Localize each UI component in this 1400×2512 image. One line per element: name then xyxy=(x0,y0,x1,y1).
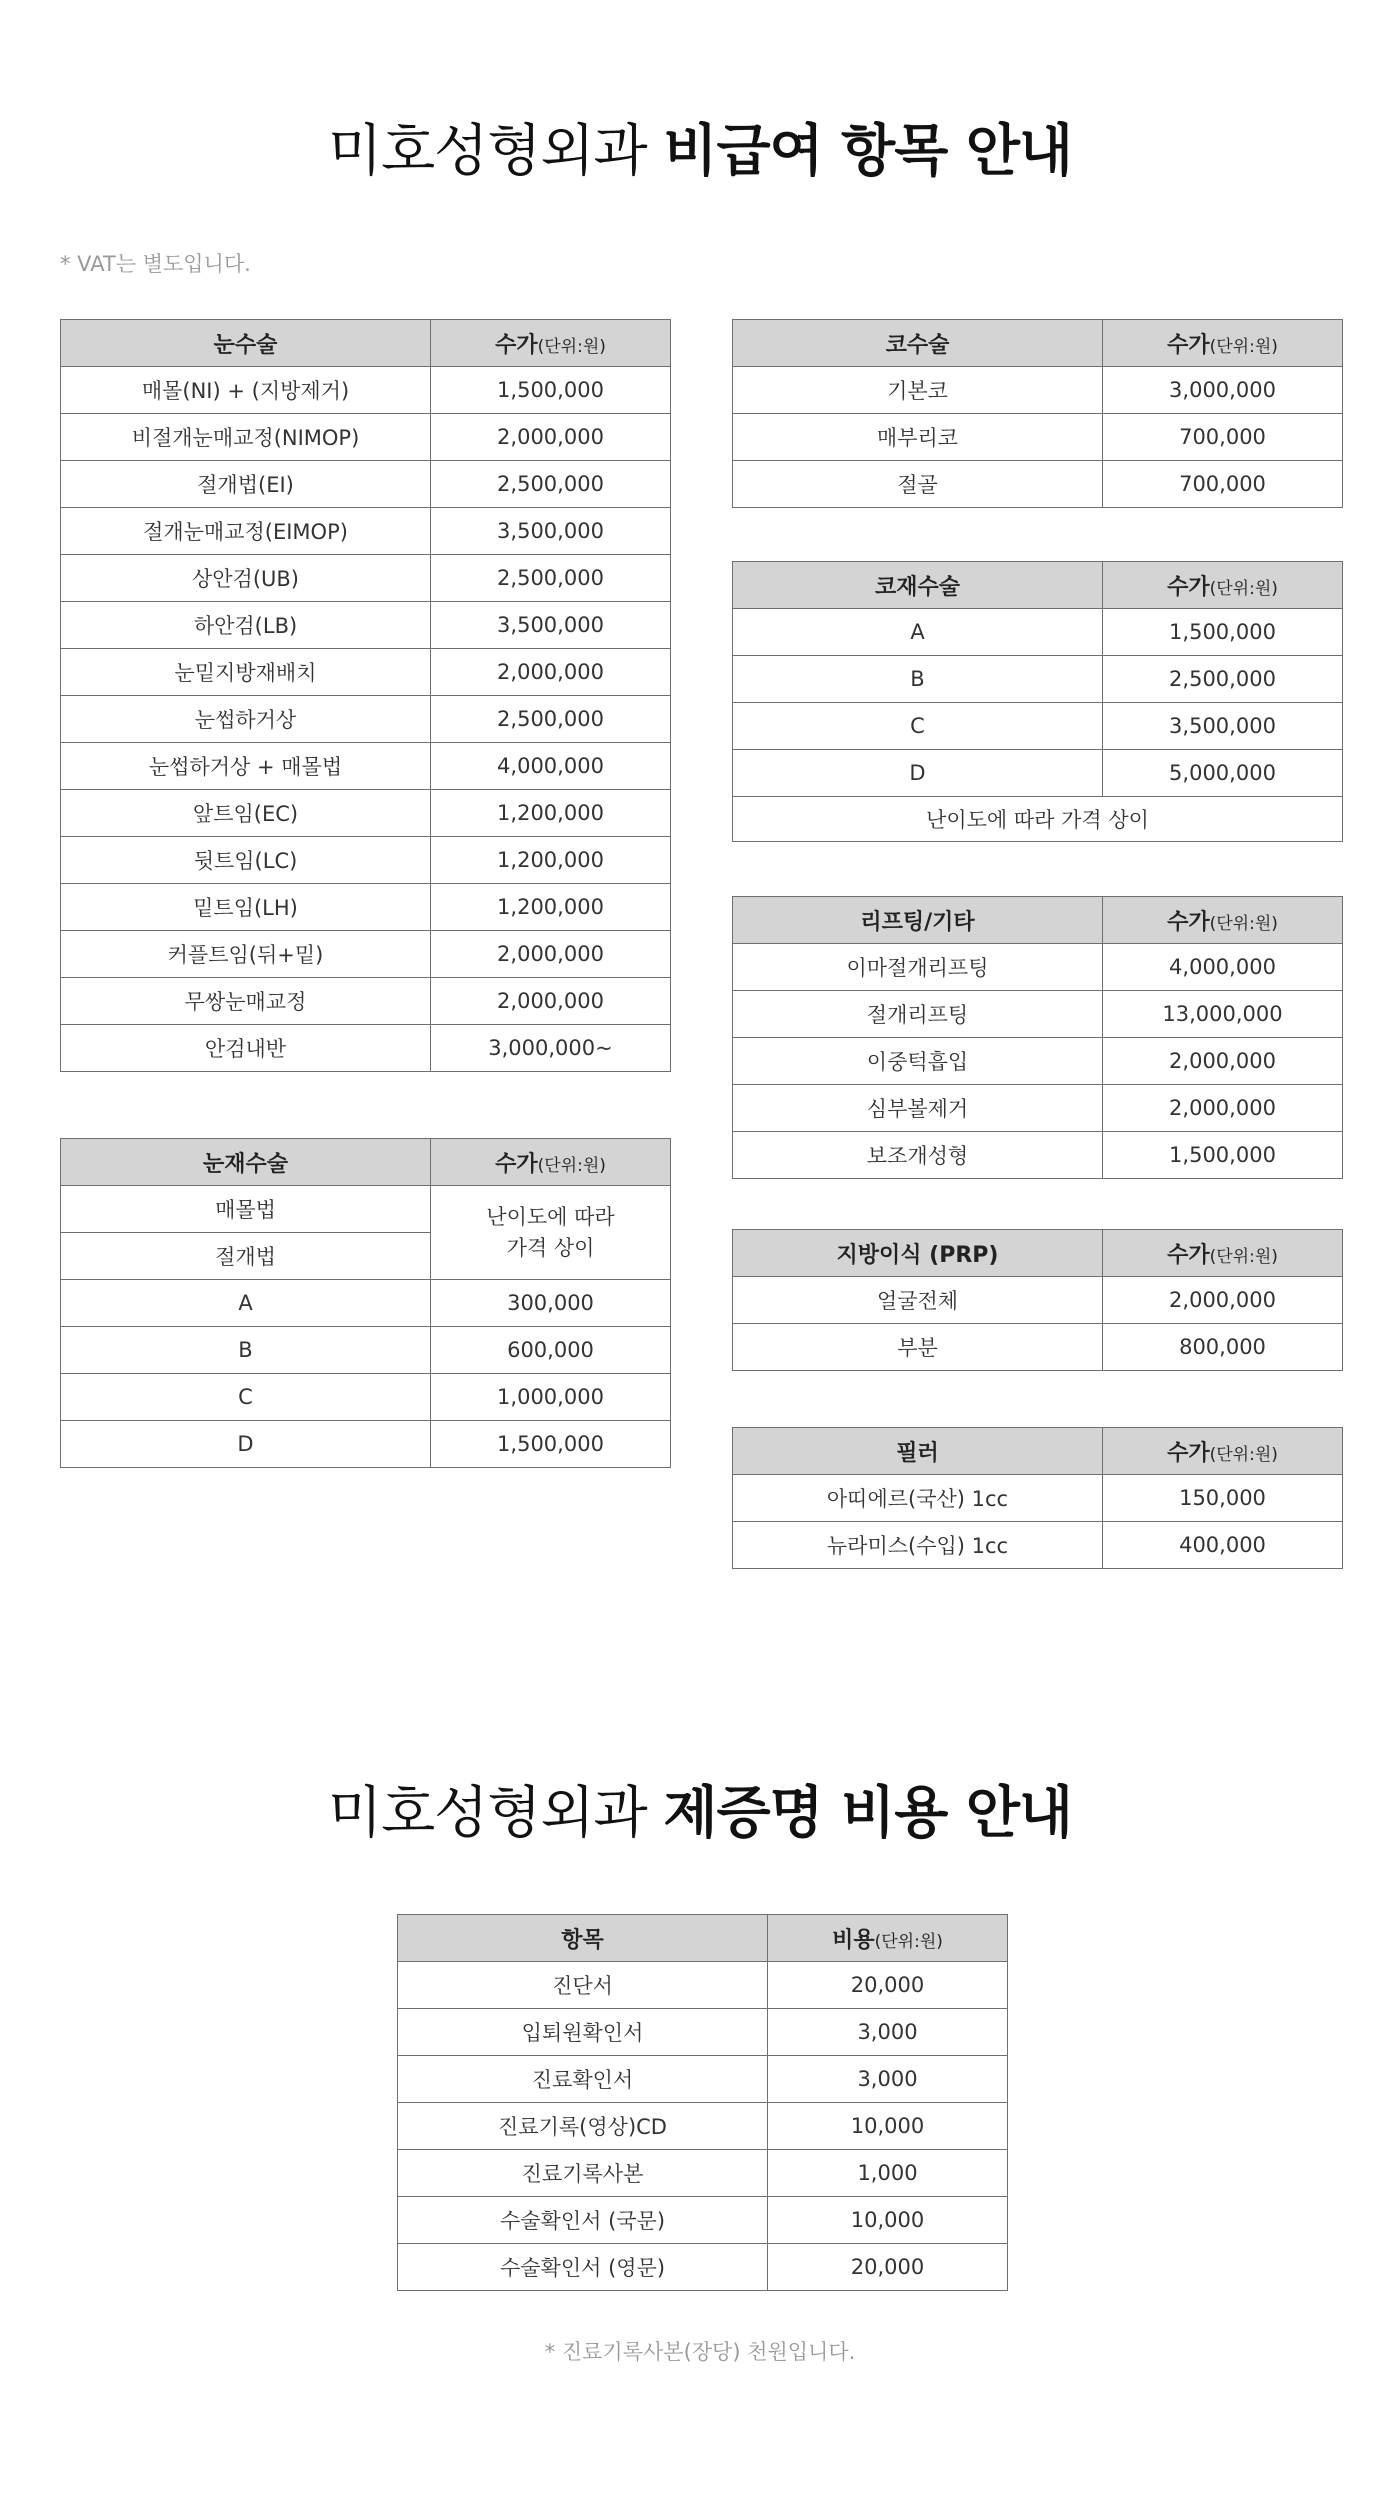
header-item: 지방이식 (PRP) xyxy=(733,1230,1103,1277)
item-cell: 무쌍눈매교정 xyxy=(61,978,431,1025)
table-row xyxy=(61,743,671,790)
price-cell: 2,000,000 xyxy=(1103,1085,1343,1132)
header-item: 눈수술 xyxy=(61,320,431,367)
price-cell: 2,000,000 xyxy=(431,414,671,461)
nose-revision-table xyxy=(732,561,1343,842)
fat-graft-table xyxy=(732,1229,1343,1371)
price-cell: 1,500,000 xyxy=(431,1421,671,1468)
item-cell: C xyxy=(61,1374,431,1421)
price-cell: 3,000,000~ xyxy=(431,1025,671,1072)
price-cell: 2,500,000 xyxy=(431,461,671,508)
item-cell: 수술확인서 (국문) xyxy=(398,2197,768,2244)
item-cell: 진료확인서 xyxy=(398,2056,768,2103)
item-cell: 매몰(NI) + (지방제거) xyxy=(61,367,431,414)
price-cell: 1,500,000 xyxy=(1103,609,1343,656)
page-title-certificates xyxy=(0,1780,1400,1847)
table-header-row xyxy=(733,562,1343,609)
price-cell: 3,000 xyxy=(768,2056,1008,2103)
unit-label: (단위:원) xyxy=(1209,1444,1278,1465)
table-row xyxy=(61,602,671,649)
price-cell: 2,000,000 xyxy=(1103,1038,1343,1085)
table-header-row xyxy=(733,1230,1343,1277)
item-cell: 뉴라미스(수입) 1cc xyxy=(733,1522,1103,1569)
item-cell: 눈썹하거상 xyxy=(61,696,431,743)
table-row xyxy=(733,1324,1343,1371)
price-cell: 2,500,000 xyxy=(1103,656,1343,703)
table-row xyxy=(61,978,671,1025)
item-cell: 절개법(EI) xyxy=(61,461,431,508)
table-header-row xyxy=(733,1428,1343,1475)
unit-label: (단위:원) xyxy=(537,1155,606,1176)
header-item: 코수술 xyxy=(733,320,1103,367)
table-row xyxy=(733,750,1343,797)
table-row xyxy=(61,1374,671,1421)
header-price: 수가(단위:원) xyxy=(1103,562,1343,609)
table-row xyxy=(733,1132,1343,1179)
header-price: 수가(단위:원) xyxy=(431,1139,671,1186)
item-cell: 심부볼제거 xyxy=(733,1085,1103,1132)
table-row xyxy=(61,508,671,555)
price-cell: 3,000,000 xyxy=(1103,367,1343,414)
price-cell: 300,000 xyxy=(431,1280,671,1327)
item-cell: 안검내반 xyxy=(61,1025,431,1072)
header-price: 수가(단위:원) xyxy=(431,320,671,367)
item-cell: 커플트임(뒤+밑) xyxy=(61,931,431,978)
header-item: 코재수술 xyxy=(733,562,1103,609)
title-emphasis: 제증명 비용 안내 xyxy=(663,1781,1073,1846)
page-title-non-covered xyxy=(0,118,1400,185)
table-row xyxy=(733,1475,1343,1522)
table-row xyxy=(61,790,671,837)
table-row xyxy=(398,1962,1008,2009)
merged-price-cell xyxy=(431,1186,671,1280)
price-cell: 600,000 xyxy=(431,1327,671,1374)
nose-surgery-table xyxy=(732,319,1343,508)
price-cell: 4,000,000 xyxy=(431,743,671,790)
table-row xyxy=(733,703,1343,750)
unit-label: (단위:원) xyxy=(1209,336,1278,357)
header-item: 리프팅/기타 xyxy=(733,897,1103,944)
header-price: 수가(단위:원) xyxy=(1103,320,1343,367)
item-cell: 상안검(UB) xyxy=(61,555,431,602)
table-row xyxy=(733,367,1343,414)
price-cell: 2,000,000 xyxy=(1103,1277,1343,1324)
eye-surgery-table xyxy=(60,319,671,1072)
table-row xyxy=(398,2244,1008,2291)
header-item: 눈재수술 xyxy=(61,1139,431,1186)
price-cell: 10,000 xyxy=(768,2197,1008,2244)
item-cell: 눈썹하거상 + 매몰법 xyxy=(61,743,431,790)
table-row xyxy=(61,461,671,508)
table-row xyxy=(61,1327,671,1374)
table-row xyxy=(733,609,1343,656)
price-cell: 10,000 xyxy=(768,2103,1008,2150)
table-row xyxy=(398,2056,1008,2103)
table-row xyxy=(61,367,671,414)
item-cell: 눈밑지방재배치 xyxy=(61,649,431,696)
table-row xyxy=(733,1085,1343,1132)
price-cell: 2,000,000 xyxy=(431,931,671,978)
item-cell: 얼굴전체 xyxy=(733,1277,1103,1324)
price-cell: 20,000 xyxy=(768,1962,1008,2009)
item-cell: 매부리코 xyxy=(733,414,1103,461)
item-cell: B xyxy=(61,1327,431,1374)
price-cell: 5,000,000 xyxy=(1103,750,1343,797)
item-cell: 절개눈매교정(EIMOP) xyxy=(61,508,431,555)
filler-table xyxy=(732,1427,1343,1569)
item-cell: 입퇴원확인서 xyxy=(398,2009,768,2056)
eye-revision-table xyxy=(60,1138,671,1468)
table-row xyxy=(61,649,671,696)
item-cell: 아띠에르(국산) 1cc xyxy=(733,1475,1103,1522)
price-cell: 1,200,000 xyxy=(431,837,671,884)
item-cell: 진료기록사본 xyxy=(398,2150,768,2197)
item-cell: C xyxy=(733,703,1103,750)
price-cell: 1,200,000 xyxy=(431,790,671,837)
unit-label: (단위:원) xyxy=(874,1931,943,1952)
title-clinic-name: 미호성형외과 xyxy=(327,119,647,184)
item-cell: 뒷트임(LC) xyxy=(61,837,431,884)
price-cell: 800,000 xyxy=(1103,1324,1343,1371)
unit-label: (단위:원) xyxy=(537,336,606,357)
item-cell: 비절개눈매교정(NIMOP) xyxy=(61,414,431,461)
header-price: 수가(단위:원) xyxy=(1103,897,1343,944)
item-cell: A xyxy=(61,1280,431,1327)
price-cell: 400,000 xyxy=(1103,1522,1343,1569)
table-row xyxy=(61,555,671,602)
table-row xyxy=(733,991,1343,1038)
table-row xyxy=(398,2009,1008,2056)
price-cell: 1,500,000 xyxy=(431,367,671,414)
table-row xyxy=(733,1522,1343,1569)
price-cell: 13,000,000 xyxy=(1103,991,1343,1038)
price-cell: 3,500,000 xyxy=(431,602,671,649)
header-item: 필러 xyxy=(733,1428,1103,1475)
table-row xyxy=(61,414,671,461)
vat-note: * VAT는 별도입니다. xyxy=(60,252,251,276)
item-cell: 기본코 xyxy=(733,367,1103,414)
price-cell: 1,000,000 xyxy=(431,1374,671,1421)
table-row xyxy=(733,656,1343,703)
table-row xyxy=(733,944,1343,991)
item-cell: 밑트임(LH) xyxy=(61,884,431,931)
table-row xyxy=(61,1421,671,1468)
item-cell: A xyxy=(733,609,1103,656)
unit-label: (단위:원) xyxy=(1209,578,1278,599)
price-cell: 3,000 xyxy=(768,2009,1008,2056)
item-cell: 매몰법 xyxy=(61,1186,431,1233)
price-cell: 2,000,000 xyxy=(431,978,671,1025)
item-cell: 절개법 xyxy=(61,1233,431,1280)
price-cell: 20,000 xyxy=(768,2244,1008,2291)
table-row xyxy=(61,1186,671,1233)
item-cell: D xyxy=(733,750,1103,797)
table-row xyxy=(398,2197,1008,2244)
item-cell: D xyxy=(61,1421,431,1468)
certificate-fee-table xyxy=(397,1914,1008,2291)
item-cell: 진단서 xyxy=(398,1962,768,2009)
merged-price-line1: 난이도에 따라 xyxy=(486,1205,615,1230)
item-cell: 진료기록(영상)CD xyxy=(398,2103,768,2150)
table-header-row xyxy=(398,1915,1008,1962)
price-cell: 1,200,000 xyxy=(431,884,671,931)
title-emphasis: 비급여 항목 안내 xyxy=(663,119,1073,184)
table-row xyxy=(733,1038,1343,1085)
price-cell: 700,000 xyxy=(1103,414,1343,461)
table-row xyxy=(61,837,671,884)
lifting-table xyxy=(732,896,1343,1179)
copy-fee-note: * 진료기록사본(장당) 천원입니다. xyxy=(544,2340,856,2364)
item-cell: 절골 xyxy=(733,461,1103,508)
table-row xyxy=(61,931,671,978)
table-row xyxy=(61,884,671,931)
item-cell: B xyxy=(733,656,1103,703)
table-row xyxy=(61,1280,671,1327)
table-row xyxy=(733,1277,1343,1324)
table-row xyxy=(61,696,671,743)
unit-label: (단위:원) xyxy=(1209,913,1278,934)
title-clinic-name: 미호성형외과 xyxy=(327,1781,647,1846)
table-row xyxy=(733,461,1343,508)
table-header-row xyxy=(733,897,1343,944)
table-header-row xyxy=(61,1139,671,1186)
table-row xyxy=(398,2103,1008,2150)
difficulty-note-cell: 난이도에 따라 가격 상이 xyxy=(733,797,1343,842)
price-cell: 150,000 xyxy=(1103,1475,1343,1522)
header-price: 비용(단위:원) xyxy=(768,1915,1008,1962)
item-cell: 이중턱흡입 xyxy=(733,1038,1103,1085)
item-cell: 보조개성형 xyxy=(733,1132,1103,1179)
unit-label: (단위:원) xyxy=(1209,1246,1278,1267)
item-cell: 부분 xyxy=(733,1324,1103,1371)
header-price: 수가(단위:원) xyxy=(1103,1428,1343,1475)
price-cell: 1,500,000 xyxy=(1103,1132,1343,1179)
merged-price-line2: 가격 상이 xyxy=(506,1235,595,1260)
item-cell: 앞트임(EC) xyxy=(61,790,431,837)
price-cell: 4,000,000 xyxy=(1103,944,1343,991)
header-price: 수가(단위:원) xyxy=(1103,1230,1343,1277)
table-note-row xyxy=(733,797,1343,842)
table-row xyxy=(398,2150,1008,2197)
price-cell: 2,000,000 xyxy=(431,649,671,696)
table-row xyxy=(61,1025,671,1072)
price-cell: 2,500,000 xyxy=(431,555,671,602)
table-header-row xyxy=(61,320,671,367)
price-cell: 3,500,000 xyxy=(1103,703,1343,750)
price-cell: 700,000 xyxy=(1103,461,1343,508)
price-cell: 3,500,000 xyxy=(431,508,671,555)
item-cell: 수술확인서 (영문) xyxy=(398,2244,768,2291)
table-row xyxy=(733,414,1343,461)
table-header-row xyxy=(733,320,1343,367)
item-cell: 절개리프팅 xyxy=(733,991,1103,1038)
price-cell: 2,500,000 xyxy=(431,696,671,743)
item-cell: 이마절개리프팅 xyxy=(733,944,1103,991)
header-item: 항목 xyxy=(398,1915,768,1962)
price-cell: 1,000 xyxy=(768,2150,1008,2197)
item-cell: 하안검(LB) xyxy=(61,602,431,649)
